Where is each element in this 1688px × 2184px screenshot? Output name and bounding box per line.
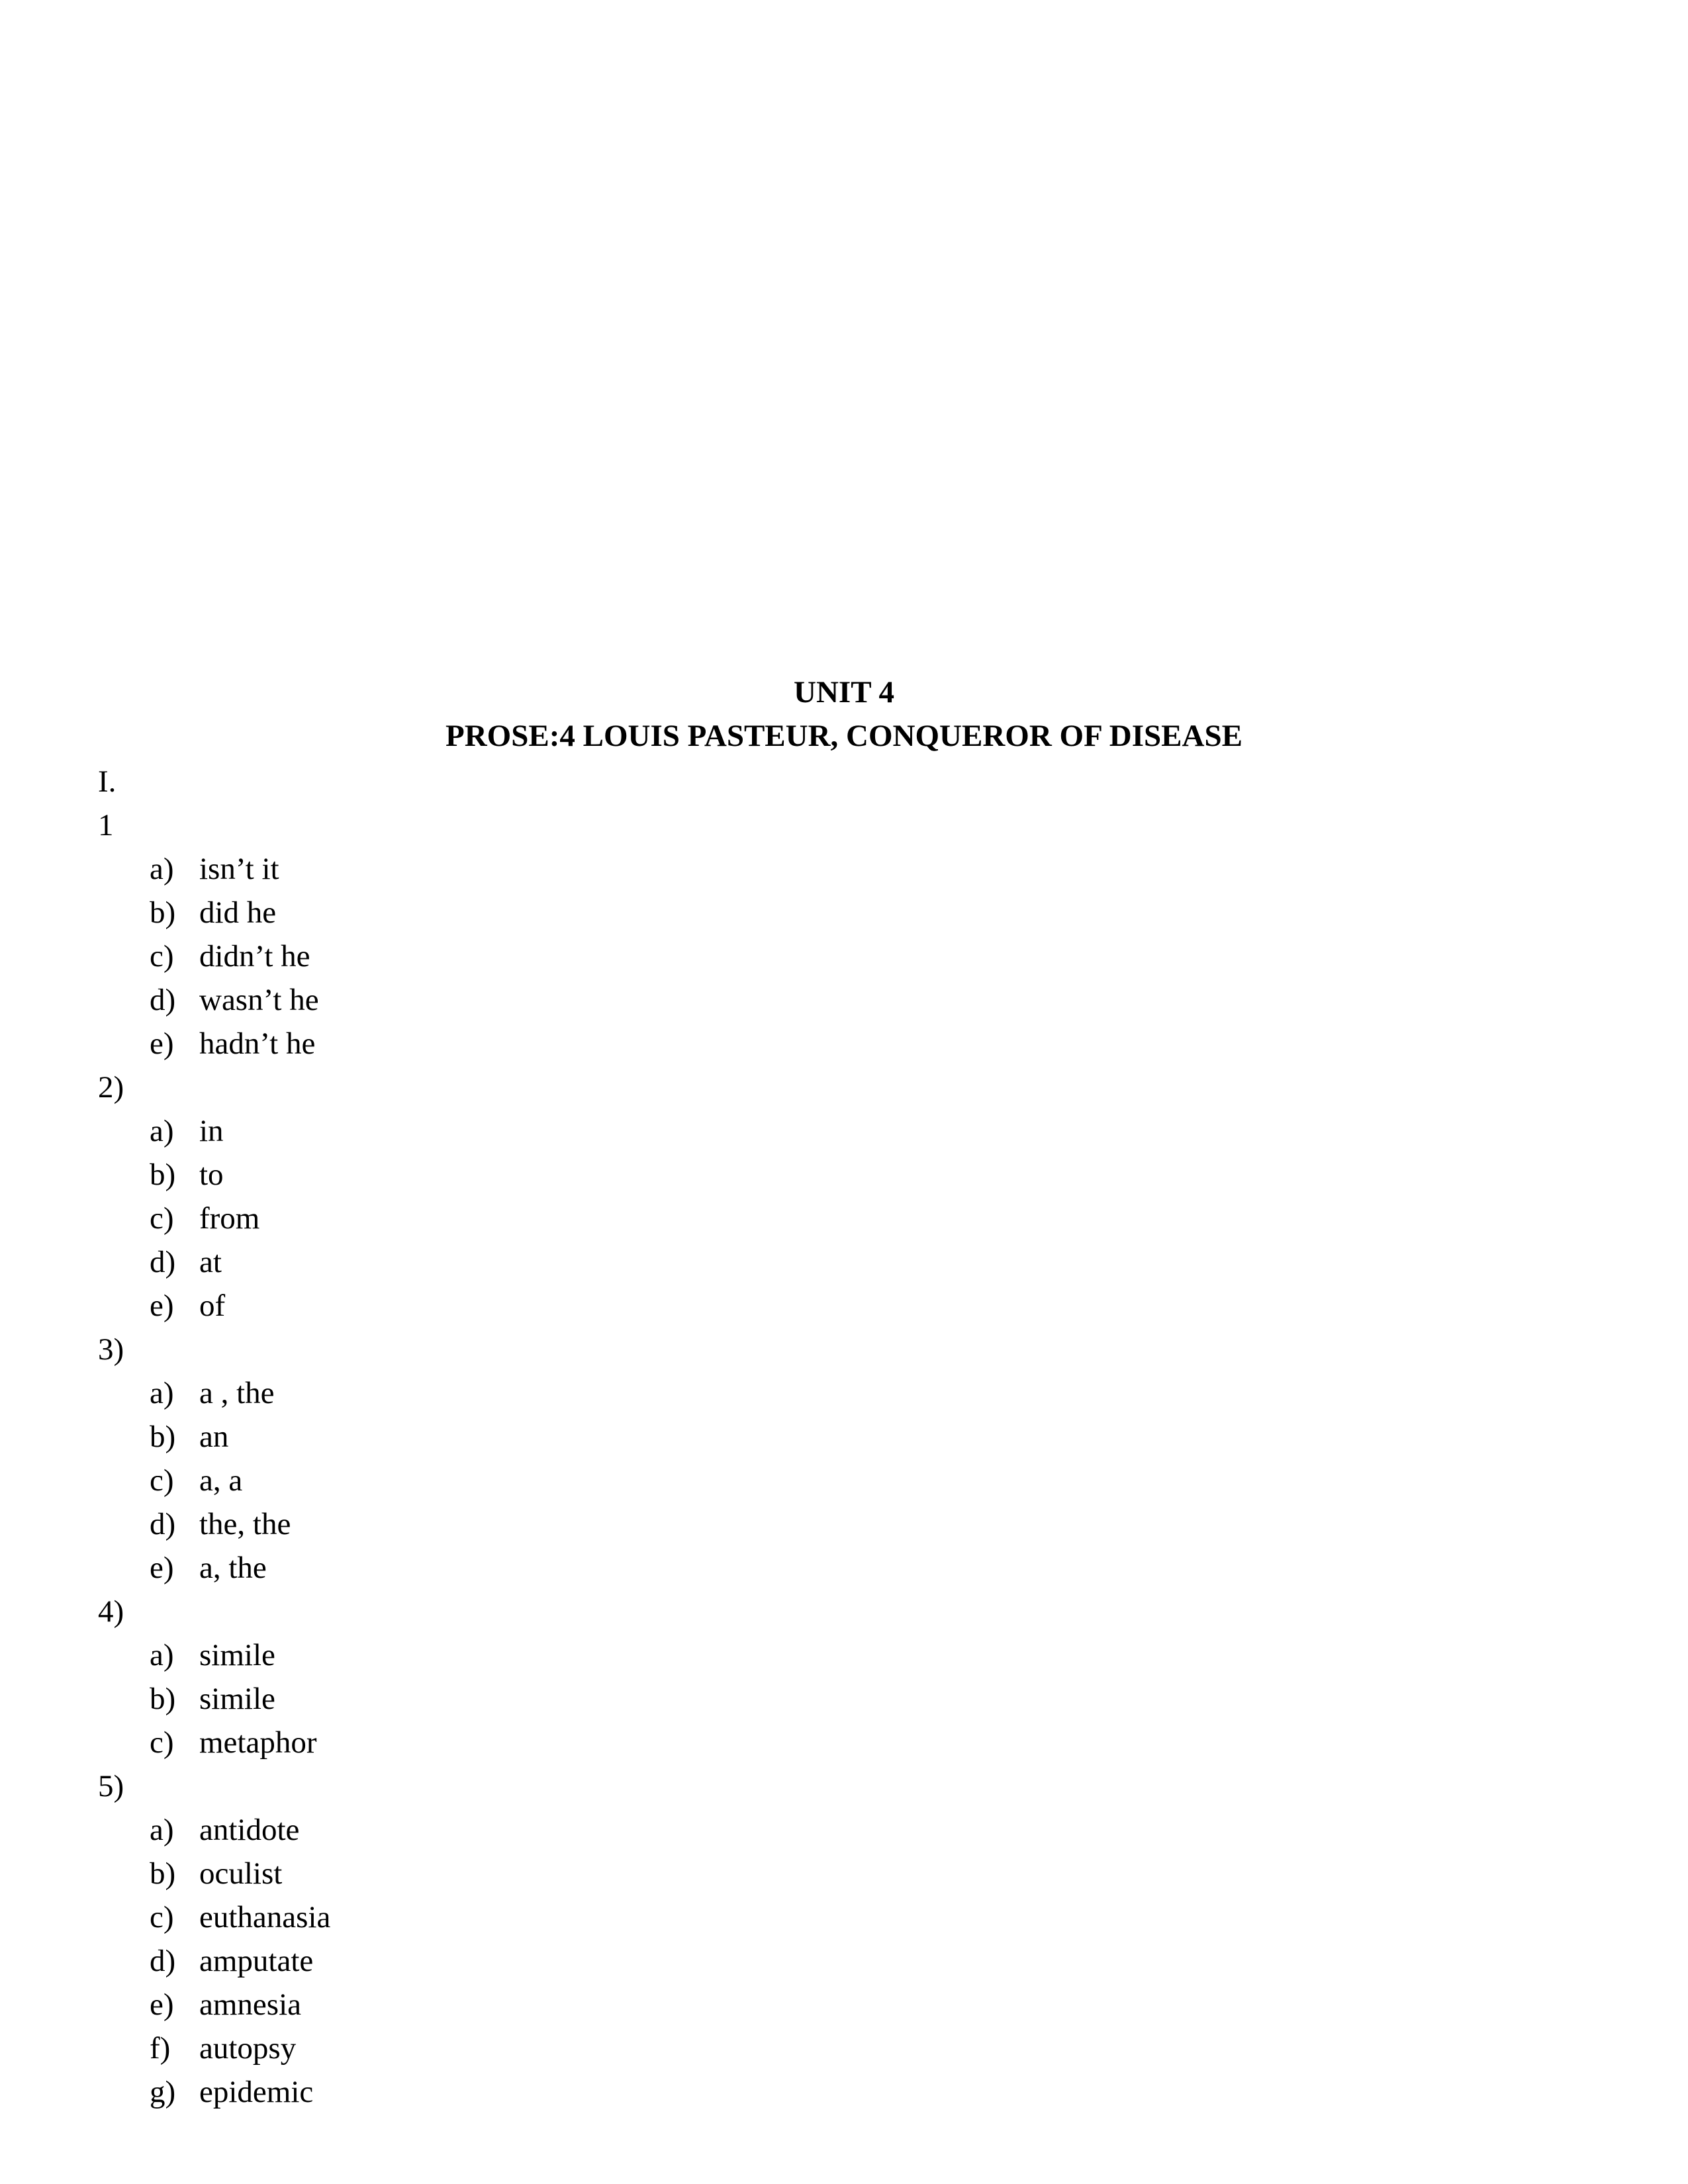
option-letter: d) <box>150 983 176 1017</box>
option-text: in <box>199 1114 224 1148</box>
option-text: autopsy <box>199 2031 297 2066</box>
option-letter: d) <box>150 1944 176 1978</box>
option-list <box>98 847 1554 1066</box>
option-text: isn’t it <box>199 852 279 886</box>
document-title: PROSE:4 LOUIS PASTEUR, CONQUEROR OF DISEASE <box>445 719 1243 753</box>
option-list <box>98 1633 1554 1764</box>
option-item <box>98 934 1554 978</box>
option-text: did he <box>199 895 277 930</box>
option-letter: e) <box>150 1551 174 1585</box>
option-list <box>98 1109 1554 1328</box>
option-text: epidemic <box>199 2075 314 2109</box>
option-text: a, the <box>199 1551 267 1585</box>
question-block <box>98 803 1554 1066</box>
option-item <box>98 1546 1554 1590</box>
option-letter: b) <box>150 1420 176 1454</box>
option-item <box>98 1197 1554 1240</box>
option-item <box>98 1415 1554 1459</box>
question-number: 4) <box>98 1594 124 1629</box>
option-letter: a) <box>150 1638 174 1672</box>
option-text: the, the <box>199 1507 291 1541</box>
option-text: from <box>199 1201 260 1236</box>
option-letter: f) <box>150 2031 171 2066</box>
option-item <box>98 1284 1554 1328</box>
question-block <box>98 1590 1554 1764</box>
option-letter: b) <box>150 1856 176 1891</box>
option-item <box>98 1109 1554 1153</box>
question-number: 1 <box>98 808 114 842</box>
option-text: at <box>199 1245 222 1279</box>
option-text: metaphor <box>199 1725 317 1760</box>
option-text: a, a <box>199 1463 243 1498</box>
option-text: to <box>199 1158 224 1192</box>
option-item <box>98 1371 1554 1415</box>
option-item <box>98 1852 1554 1895</box>
option-item <box>98 1153 1554 1197</box>
option-list <box>98 1808 1554 2114</box>
option-item <box>98 1240 1554 1284</box>
option-item <box>98 1983 1554 2026</box>
option-letter: e) <box>150 1289 174 1323</box>
option-text: an <box>199 1420 229 1454</box>
section-label: I. <box>98 764 117 799</box>
option-letter: b) <box>150 895 176 930</box>
question-number: 5) <box>98 1769 124 1803</box>
option-text: of <box>199 1289 226 1323</box>
option-item <box>98 2026 1554 2070</box>
option-letter: c) <box>150 1201 174 1236</box>
option-item <box>98 1677 1554 1721</box>
option-item <box>98 978 1554 1022</box>
answer-body <box>98 760 1554 2114</box>
option-letter: g) <box>150 2075 176 2109</box>
option-item <box>98 1459 1554 1502</box>
option-item <box>98 847 1554 891</box>
option-letter: a) <box>150 852 174 886</box>
option-letter: a) <box>150 1813 174 1847</box>
option-item <box>98 1633 1554 1677</box>
option-text: wasn’t he <box>199 983 319 1017</box>
option-item <box>98 1939 1554 1983</box>
option-item <box>98 2070 1554 2114</box>
option-letter: c) <box>150 1900 174 1934</box>
option-text: hadn’t he <box>199 1026 316 1061</box>
option-item <box>98 1721 1554 1764</box>
option-text: oculist <box>199 1856 283 1891</box>
option-text: amnesia <box>199 1987 301 2022</box>
option-text: euthanasia <box>199 1900 331 1934</box>
option-text: antidote <box>199 1813 300 1847</box>
option-text: amputate <box>199 1944 314 1978</box>
option-list <box>98 1371 1554 1590</box>
option-item <box>98 891 1554 934</box>
option-text: simile <box>199 1682 275 1716</box>
option-letter: b) <box>150 1682 176 1716</box>
option-text: didn’t he <box>199 939 310 974</box>
option-item <box>98 1808 1554 1852</box>
option-letter: d) <box>150 1507 176 1541</box>
question-list <box>98 803 1554 2114</box>
option-letter: d) <box>150 1245 176 1279</box>
option-letter: c) <box>150 1725 174 1760</box>
option-letter: c) <box>150 1463 174 1498</box>
option-text: simile <box>199 1638 275 1672</box>
question-block <box>98 1066 1554 1328</box>
option-letter: a) <box>150 1376 174 1410</box>
option-item <box>98 1022 1554 1066</box>
option-letter: c) <box>150 939 174 974</box>
option-letter: e) <box>150 1026 174 1061</box>
question-block <box>98 1328 1554 1590</box>
question-block <box>98 1764 1554 2114</box>
option-text: a , the <box>199 1376 275 1410</box>
option-letter: b) <box>150 1158 176 1192</box>
option-item <box>98 1895 1554 1939</box>
question-number: 2) <box>98 1070 124 1105</box>
option-letter: a) <box>150 1114 174 1148</box>
option-item <box>98 1502 1554 1546</box>
unit-heading: UNIT 4 <box>794 675 894 709</box>
question-number: 3) <box>98 1332 124 1367</box>
option-letter: e) <box>150 1987 174 2022</box>
